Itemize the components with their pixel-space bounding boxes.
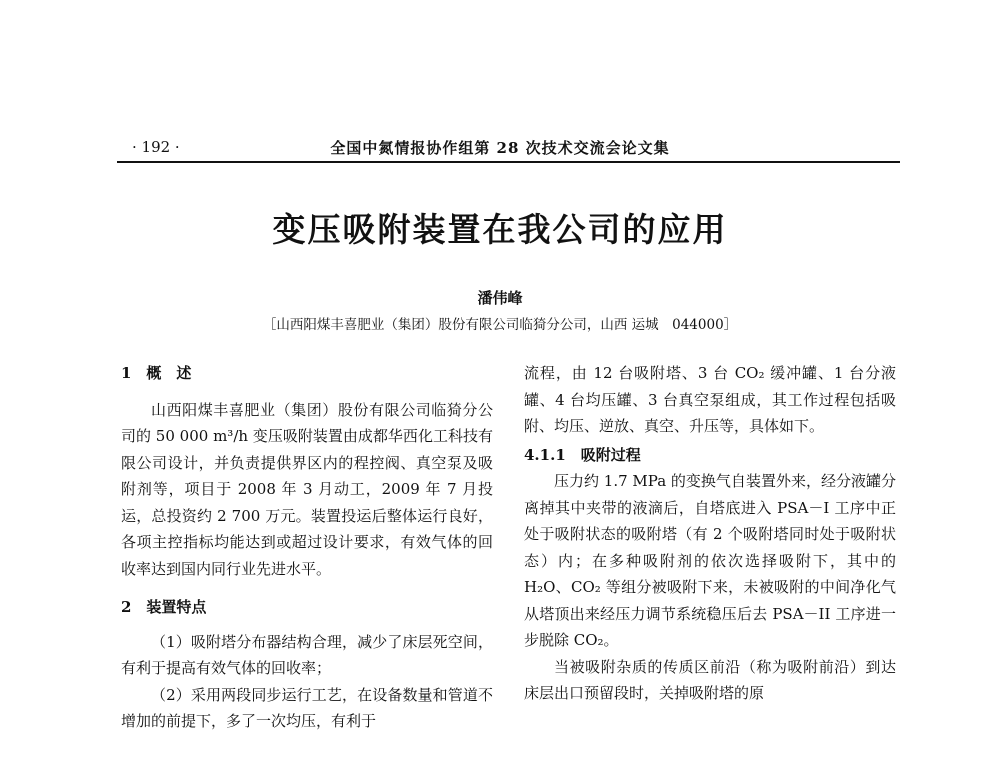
header-rule: [117, 161, 900, 163]
adsorption-front-paragraph: 当被吸附杂质的传质区前沿（称为吸附前沿）到达床层出口预留段时，关掉吸附塔的原: [524, 657, 896, 702]
paper-title: 变压吸附装置在我公司的应用: [272, 210, 728, 249]
running-title: 全国中氮情报协作组第 28 次技术交流会论文集: [330, 139, 670, 157]
process-paragraph: 流程，由 12 台吸附塔、3 台 CO₂ 缓冲罐、1 台分液罐、4 台均压罐、3 台真空泵组成，其工作过程包括吸附、均压、逆放、真空、升压等，具体如下。: [524, 364, 896, 435]
feature-item-2: （2）采用两段同步运行工艺，在设备数量和管道不增加的前提下，多了一次均压，有利于: [121, 685, 493, 730]
section-heading-features: 2 装置特点: [121, 598, 207, 616]
page-header: [0, 0, 1000, 170]
subsection-heading-adsorption: 4.1.1 吸附过程: [524, 445, 641, 464]
left-column: [121, 360, 493, 735]
overview-paragraph: 山西阳煤丰喜肥业（集团）股份有限公司临猗分公司的 50 000 m³/h 变压吸附装置由成都华西化工科技有限公司设计，并负责提供界区内的程控阀、真空泵及吸附剂等，项目于 2008 年 3 月动工，2009 年 7 月投运，总投资约 2 700 万元。装置投运后整体运行良好，各项主控指标均能达到或超过设计要求，有效气体的回收率达到国内同行业先进水平。: [121, 400, 493, 578]
adsorption-paragraph: 压力约 1.7 MPa 的变换气自装置外来，经分液罐分离掉其中夹带的液滴后，自塔底进入 PSA－I 工序中正处于吸附状态的吸附塔（有 2 个吸附塔同时处于吸附状态）内；在多种吸附剂的依次选择吸附下，其中的 H₂O、CO₂ 等组分被吸附下来，未被吸附的中间净化气从塔顶出来经压力调节系统稳压后去 PSA－II 工序进一步脱除 CO₂。: [524, 472, 896, 649]
feature-item-1: （1）吸附塔分布器结构合理，减少了床层死空间，有利于提高有效气体的回收率；: [121, 632, 493, 677]
author-affiliation: ［山西阳煤丰喜肥业（集团）股份有限公司临猗分公司，山西 运城 044000］: [262, 317, 738, 333]
right-column: [524, 360, 896, 707]
section-heading-overview: 1 概 述: [121, 364, 192, 382]
author-name: 潘伟峰: [477, 289, 523, 307]
page-number: · 192 ·: [132, 138, 180, 156]
